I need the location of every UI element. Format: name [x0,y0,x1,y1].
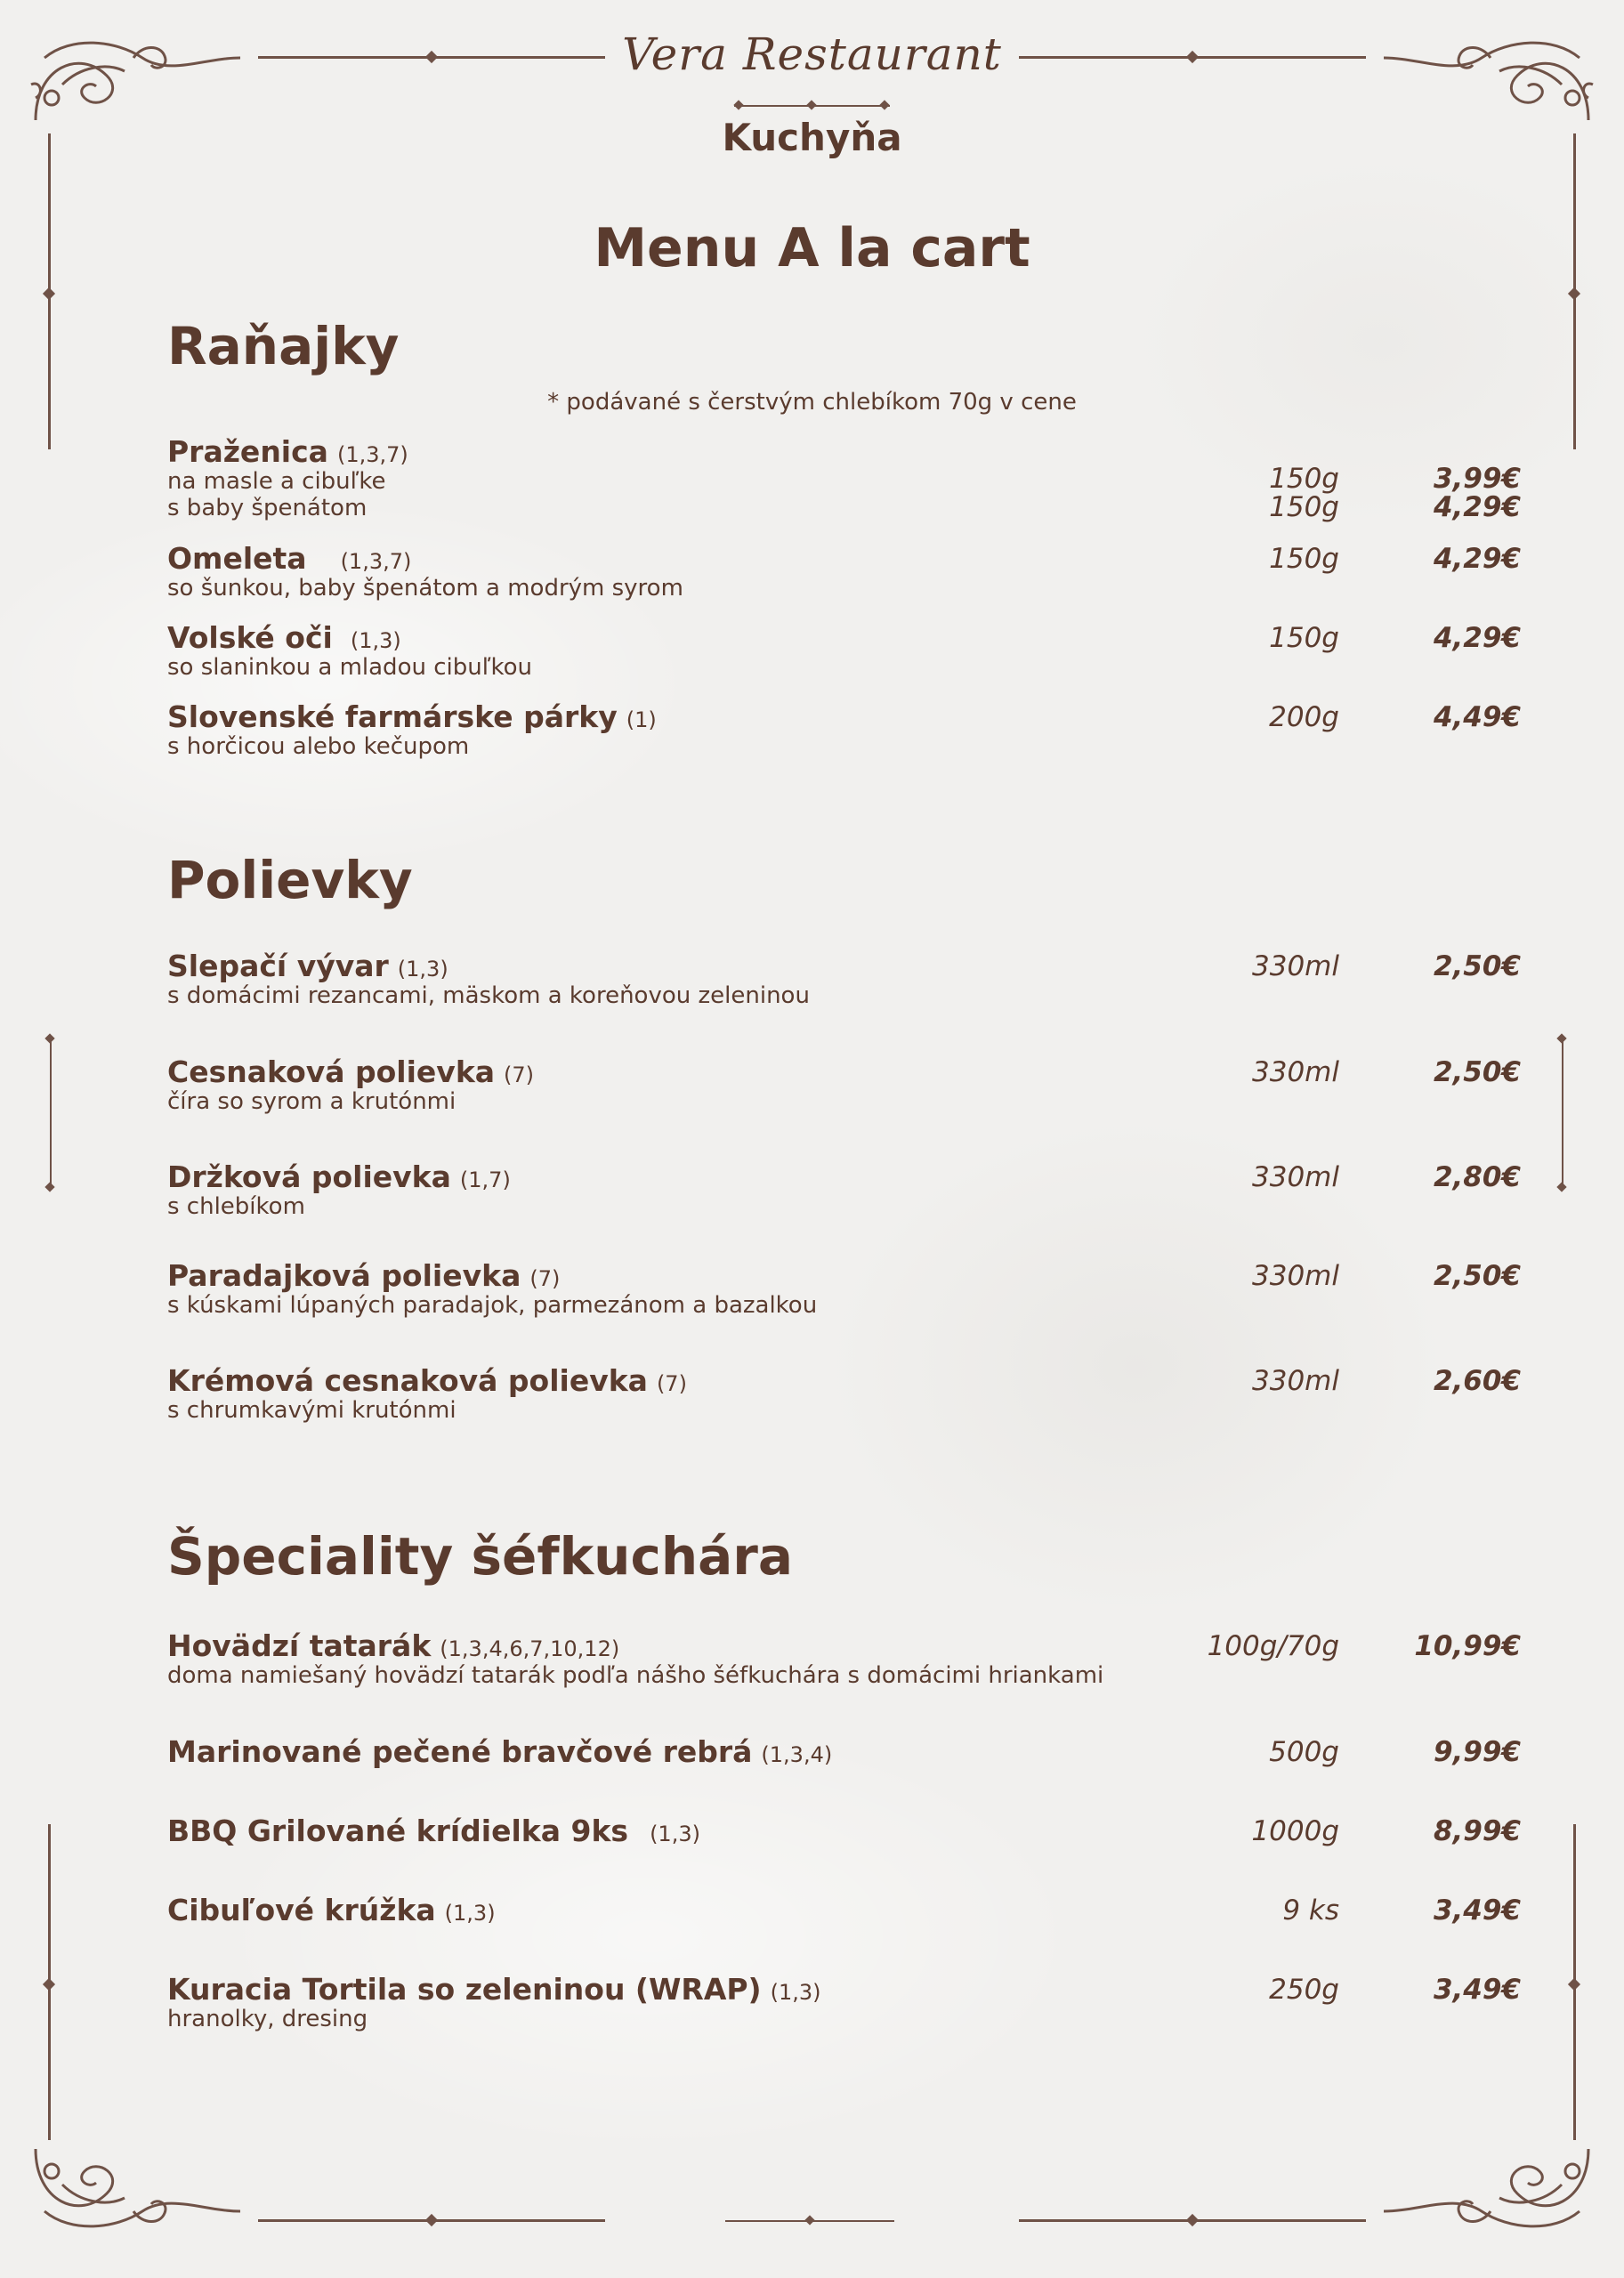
left-middle-vline [50,1037,52,1188]
item-quantity: 330ml [1252,1365,1339,1397]
item-price: 4,29€ [1433,491,1521,523]
item-allergens: (1,3) [650,1822,700,1846]
item-name: Paradajková polievka (7) [167,1258,561,1293]
item-name: Slovenské farmárske párky (1) [167,699,657,734]
item-quantity: 330ml [1252,1161,1339,1193]
item-description: s chlebíkom [167,1193,305,1220]
section-title-breakfast: Raňajky [167,316,400,376]
item-price: 2,50€ [1433,1056,1521,1088]
item-name: Držková polievka (1,7) [167,1159,511,1194]
item-name: Volské oči (1,3) [167,620,401,655]
section-title-chef-specials: Špeciality šéfkuchára [167,1526,794,1587]
item-description: s chrumkavými krutónmi [167,1397,456,1424]
item-quantity: 150g [1269,463,1339,495]
restaurant-name: Vera Restaurant [622,28,1002,80]
left-middle-bottom-diamond-icon [44,1182,54,1192]
item-allergens: (1,3) [350,628,401,653]
item-description: číra so syrom a krutónmi [167,1088,456,1115]
item-quantity: 150g [1269,491,1339,523]
item-quantity: 500g [1269,1736,1339,1768]
bottom-right-ornament-icon [1375,2140,1597,2238]
item-name: Marinované pečené bravčové rebrá (1,3,4) [167,1734,833,1769]
right-middle-bottom-diamond-icon [1556,1182,1566,1192]
item-price: 2,80€ [1433,1161,1521,1193]
item-description: s baby špenátom [167,495,368,521]
breakfast-note: * podávané s čerstvým chlebíkom 70g v cene [547,389,1077,416]
bottom-right-diamond-icon [1186,2214,1199,2226]
item-price: 2,60€ [1433,1365,1521,1397]
item-name: Kuracia Tortila so zeleninou (WRAP) (1,3) [167,1972,821,2007]
right-middle-top-diamond-icon [1556,1033,1566,1043]
item-description: s horčicou alebo kečupom [167,733,470,760]
item-price: 4,29€ [1433,622,1521,654]
item-allergens: (1,3,4) [761,1742,833,1767]
item-allergens: (7) [656,1371,687,1396]
left-bottom-vline-diamond-icon [43,1978,55,1991]
item-name: Slepačí vývar (1,3) [167,949,448,983]
item-allergens: (1,3,7) [336,442,408,467]
item-allergens: (1,3,4,6,7,10,12) [440,1636,620,1661]
item-quantity: 150g [1269,543,1339,575]
menu-subtitle: Kuchyňa [722,116,902,159]
item-price: 10,99€ [1414,1630,1521,1662]
item-price: 8,99€ [1433,1815,1521,1847]
item-allergens: (7) [529,1266,561,1291]
right-bottom-vline-diamond-icon [1568,1978,1580,1991]
item-quantity: 100g/70g [1207,1630,1339,1662]
item-description: s kúskami lúpaných paradajok, parmezánom a bazalkou [167,1292,818,1319]
item-allergens: (1,3,7) [340,549,412,574]
bottom-center-diamond-icon [804,2215,814,2225]
title-ornament-left-icon [733,100,743,109]
right-middle-vline [1562,1037,1563,1188]
item-description: doma namiešaný hovädzí tatarák podľa nášho šéfkuchára s domácimi hriankami [167,1662,1104,1689]
section-title-soups: Polievky [167,850,413,910]
item-price: 3,49€ [1433,1974,1521,2006]
item-description: s domácimi rezancami, mäskom a koreňovou zeleninou [167,982,810,1009]
item-name: Praženica (1,3,7) [167,434,408,469]
item-description: so šunkou, baby špenátom a modrým syrom [167,575,683,602]
item-description: hranolky, dresing [167,2006,368,2032]
menu-title: Menu A la cart [594,217,1030,279]
item-price: 3,49€ [1433,1894,1521,1927]
item-name: Krémová cesnaková polievka (7) [167,1363,687,1398]
item-allergens: (1,3) [770,1980,821,2005]
item-quantity: 200g [1269,701,1339,733]
item-price: 9,99€ [1433,1736,1521,1768]
item-allergens: (1,3) [444,1901,496,1926]
bottom-left-ornament-icon [27,2140,249,2238]
item-name: Cibuľové krúžka (1,3) [167,1893,496,1927]
item-quantity: 150g [1269,622,1339,654]
item-quantity: 1000g [1251,1815,1339,1847]
item-quantity: 330ml [1252,1260,1339,1292]
left-middle-top-diamond-icon [44,1033,54,1043]
item-quantity: 330ml [1252,950,1339,982]
item-price: 2,50€ [1433,1260,1521,1292]
item-description: so slaninkou a mladou cibuľkou [167,654,532,681]
item-price: 2,50€ [1433,950,1521,982]
item-name: Hovädzí tatarák (1,3,4,6,7,10,12) [167,1628,620,1663]
item-name: Omeleta (1,3,7) [167,541,412,576]
item-name: Cesnaková polievka (7) [167,1054,535,1089]
title-ornament-right-icon [879,100,889,109]
bottom-left-diamond-icon [425,2214,438,2226]
item-price: 4,29€ [1433,543,1521,575]
item-price: 4,49€ [1433,701,1521,733]
item-name: BBQ Grilované krídielka 9ks (1,3) [167,1814,700,1848]
item-description: na masle a cibuľke [167,468,386,495]
item-allergens: (1,7) [459,1167,511,1192]
title-ornament-center-icon [806,100,816,109]
left-top-vline-diamond-icon [43,287,55,300]
item-allergens: (1) [626,707,657,732]
item-allergens: (1,3) [397,957,448,981]
item-quantity: 330ml [1252,1056,1339,1088]
item-quantity: 9 ks [1282,1894,1339,1927]
item-quantity: 250g [1269,1974,1339,2006]
item-allergens: (7) [504,1062,535,1087]
right-top-vline-diamond-icon [1568,287,1580,300]
item-price: 3,99€ [1433,463,1521,495]
